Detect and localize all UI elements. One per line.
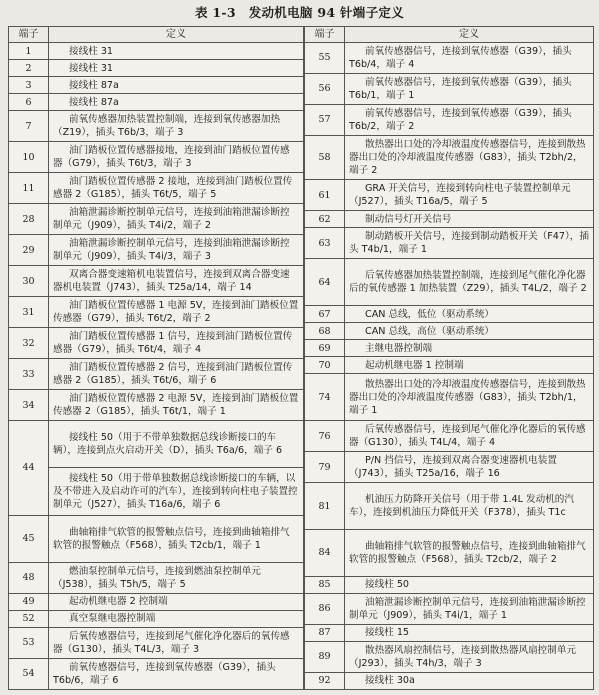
table-row xyxy=(305,593,594,624)
terminal-definition: 燃油泵控制单元信号，连接到燃油泵控制单元（J538），插头 T5h/5，端子 5 xyxy=(49,562,304,593)
terminal-number: 48 xyxy=(9,562,49,593)
terminal-definition: 油门踏板位置传感器 1 电源 5V，连接到油门踏板位置传感器（G79），插头 T6t/2，端子 2 xyxy=(49,297,304,328)
terminal-definition: 接线柱 30a xyxy=(345,672,594,689)
terminal-number: 32 xyxy=(9,328,49,359)
terminal-number: 68 xyxy=(305,323,345,340)
terminal-table-right xyxy=(304,26,594,690)
terminal-number: 69 xyxy=(305,340,345,357)
table-row xyxy=(305,340,594,357)
terminal-number: 76 xyxy=(305,421,345,452)
terminal-number: 70 xyxy=(305,357,345,374)
table-row xyxy=(9,77,304,94)
terminal-definition: 接线柱 31 xyxy=(49,60,304,77)
terminal-number: 55 xyxy=(305,43,345,74)
terminal-number: 67 xyxy=(305,306,345,323)
terminal-number: 62 xyxy=(305,211,345,228)
terminal-table-left xyxy=(8,26,304,690)
table-row xyxy=(305,228,594,259)
table-row xyxy=(305,259,594,306)
table-row xyxy=(9,468,304,515)
terminal-definition: 油门踏板位置传感器接地，连接到油门踏板位置传感器（G79），插头 T6t/3，端子 3 xyxy=(49,142,304,173)
table-header-row xyxy=(305,27,594,43)
terminal-definition: 制动踏板开关信号，连接到制动踏板开关（F47），插头 T4b/1，端子 1 xyxy=(345,228,594,259)
table-row xyxy=(305,104,594,135)
terminal-definition: CAN 总线，高位（驱动系统） xyxy=(345,323,594,340)
table-row xyxy=(305,135,594,180)
table-row xyxy=(9,204,304,235)
terminal-definition: 油门踏板位置传感器 2 接地，连接到油门踏板位置传感器 2（G185），插头 T6t/5，端子 5 xyxy=(49,173,304,204)
terminal-definition: 油箱泄漏诊断控制单元信号，连接到油箱泄漏诊断控制单元（J909），插头 T4i/1，端子 1 xyxy=(345,593,594,624)
terminal-definition: 接线柱 15 xyxy=(345,624,594,641)
table-row xyxy=(305,641,594,672)
table-row xyxy=(9,359,304,390)
table-row xyxy=(305,323,594,340)
table-row xyxy=(305,73,594,104)
terminal-definition: 机油压力防降开关信号（用于带 1.4L 发动机的汽车），连接到机油压力降低开关（F378），插头 T1c xyxy=(345,483,594,530)
terminal-number: 85 xyxy=(305,576,345,593)
table-title: 表 1-3 发动机电脑 94 针端子定义 xyxy=(194,5,405,20)
header-terminal: 端子 xyxy=(305,27,345,43)
terminal-definition: P/N 挡信号，连接到双离合器变速器机电装置（J743），插头 T25a/16，端子 16 xyxy=(345,452,594,483)
table-row xyxy=(305,43,594,74)
table-row xyxy=(9,43,304,60)
table-row xyxy=(305,576,594,593)
terminal-definition: CAN 总线，低位（驱动系统） xyxy=(345,306,594,323)
terminal-number: 63 xyxy=(305,228,345,259)
table-row xyxy=(9,94,304,111)
terminal-number: 61 xyxy=(305,180,345,211)
terminal-definition: 散热器出口处的冷却液温度传感器信号，连接到散热器出口处的冷却液温度传感器（G83），插头 T2bh/1，端子 1 xyxy=(345,374,594,421)
terminal-definition: 接线柱 50（用于不带单独数据总线诊断接口的车辆），连接到点火启动开关（D），插头 T6a/6，端子 6 xyxy=(49,421,304,468)
table-row xyxy=(9,60,304,77)
terminal-number: 86 xyxy=(305,593,345,624)
table-row xyxy=(305,624,594,641)
table-row xyxy=(9,328,304,359)
terminal-definition: 真空泵继电器控制端 xyxy=(49,610,304,627)
terminal-definition: 后氧传感器信号，连接到尾气催化净化器后的氧传感器（G130），插头 T4L/3，端子 3 xyxy=(49,627,304,658)
terminal-number: 1 xyxy=(9,43,49,60)
terminal-number: 92 xyxy=(305,672,345,689)
terminal-definition: 接线柱 50 xyxy=(345,576,594,593)
terminal-definition: 双离合器变速箱机电装置信号，连接到双离合器变速器机电装置（J743），插头 T25a/14，端子 14 xyxy=(49,266,304,297)
table-row xyxy=(9,142,304,173)
terminal-number: 6 xyxy=(9,94,49,111)
table-row xyxy=(9,515,304,562)
terminal-number: 29 xyxy=(9,235,49,266)
terminal-number: 30 xyxy=(9,266,49,297)
terminal-number: 2 xyxy=(9,60,49,77)
table-row xyxy=(9,390,304,421)
terminal-number: 79 xyxy=(305,452,345,483)
terminal-number: 31 xyxy=(9,297,49,328)
terminal-number: 52 xyxy=(9,610,49,627)
table-header-row xyxy=(9,27,304,43)
terminal-number: 81 xyxy=(305,483,345,530)
table-row xyxy=(305,483,594,530)
terminal-definition: 制动信号灯开关信号 xyxy=(345,211,594,228)
terminal-number: 54 xyxy=(9,658,49,689)
terminal-definition: 散热器风扇控制信号，连接到散热器风扇控制单元（J293），插头 T4h/3，端子 3 xyxy=(345,641,594,672)
terminal-number: 44 xyxy=(9,421,49,515)
terminal-definition: 散热器出口处的冷却液温度传感器信号，连接到散热器出口处的冷却液温度传感器（G83），插头 T2bh/2，端子 2 xyxy=(345,135,594,180)
terminal-number: 45 xyxy=(9,515,49,562)
terminal-number: 57 xyxy=(305,104,345,135)
terminal-definition: 前氧传感器信号，连接到氧传感器（G39），插头 T6b/1，端子 1 xyxy=(345,73,594,104)
terminal-definition: 接线柱 87a xyxy=(49,77,304,94)
table-row xyxy=(9,173,304,204)
terminal-number: 10 xyxy=(9,142,49,173)
terminal-definition: 起动机继电器 2 控制端 xyxy=(49,593,304,610)
table-row xyxy=(9,593,304,610)
terminal-definition: 起动机继电器 1 控制端 xyxy=(345,357,594,374)
terminal-number: 34 xyxy=(9,390,49,421)
terminal-definition: 主继电器控制端 xyxy=(345,340,594,357)
terminal-definition: 前氧传感器信号，连接到氧传感器（G39），插头 T6b/6，端子 6 xyxy=(49,658,304,689)
terminal-definition: 曲轴箱排气软管的报警触点信号，连接到曲轴箱排气软管的报警触点（F568），插头 T2cb/2，端子 2 xyxy=(345,530,594,577)
terminal-number: 7 xyxy=(9,111,49,142)
terminal-definition: GRA 开关信号，连接到转向柱电子装置控制单元（J527），插头 T16a/5，端子 5 xyxy=(345,180,594,211)
terminal-number: 87 xyxy=(305,624,345,641)
header-definition: 定义 xyxy=(49,27,304,43)
terminal-definition: 油门踏板位置传感器 2 电源 5V，连接到油门踏板位置传感器 2（G185），插头 T6t/1，端子 1 xyxy=(49,390,304,421)
table-row xyxy=(9,627,304,658)
terminal-definition: 曲轴箱排气软管的报警触点信号，连接到曲轴箱排气软管的报警触点（F568），插头 T2cb/1，端子 1 xyxy=(49,515,304,562)
terminal-number: 28 xyxy=(9,204,49,235)
table-row xyxy=(305,672,594,689)
table-row xyxy=(305,530,594,577)
terminal-number: 64 xyxy=(305,259,345,306)
table-row xyxy=(305,306,594,323)
terminal-definition: 油门踏板位置传感器 2 信号，连接到油门踏板位置传感器 2（G185），插头 T6t/6，端子 6 xyxy=(49,359,304,390)
table-row xyxy=(9,610,304,627)
table-row xyxy=(9,658,304,689)
terminal-number: 3 xyxy=(9,77,49,94)
terminal-number: 53 xyxy=(9,627,49,658)
table-row xyxy=(305,180,594,211)
terminal-definition: 前氧传感器信号，连接到氧传感器（G39），插头 T6b/2，端子 2 xyxy=(345,104,594,135)
terminal-definition: 前氧传感器信号，连接到氧传感器（G39），插头 T6b/4，端子 4 xyxy=(345,43,594,74)
table-row xyxy=(305,357,594,374)
terminal-number: 89 xyxy=(305,641,345,672)
header-terminal: 端子 xyxy=(9,27,49,43)
terminal-definition: 后氧传感器加热装置控制端，连接到尾气催化净化器后的氧传感器 1 加热装置（Z29），插头 T4L/2，端子 2 xyxy=(345,259,594,306)
terminal-number: 11 xyxy=(9,173,49,204)
table-row xyxy=(9,235,304,266)
table-row xyxy=(305,211,594,228)
table-row xyxy=(9,266,304,297)
terminal-definition: 前氧传感器加热装置控制端，连接到氧传感器加热（Z19），插头 T6b/3，端子 3 xyxy=(49,111,304,142)
terminal-number: 49 xyxy=(9,593,49,610)
terminal-definition: 接线柱 50（用于带单独数据总线诊断接口的车辆，以及不带进入及启动许可的汽车），连接到转向柱电子装置控制单元（J527），插头 T16a/6，端子 6 xyxy=(49,468,304,515)
table-row xyxy=(305,374,594,421)
table-row xyxy=(9,111,304,142)
table-row xyxy=(9,562,304,593)
header-definition: 定义 xyxy=(345,27,594,43)
terminal-definition: 后氧传感器信号，连接到尾气催化净化器后的氧传感器（G130），插头 T4L/4，端子 4 xyxy=(345,421,594,452)
table-row xyxy=(9,421,304,468)
terminal-number: 33 xyxy=(9,359,49,390)
terminal-definition: 接线柱 87a xyxy=(49,94,304,111)
terminal-number: 84 xyxy=(305,530,345,577)
table-row xyxy=(305,452,594,483)
table-row xyxy=(9,297,304,328)
terminal-number: 58 xyxy=(305,135,345,180)
terminal-number: 56 xyxy=(305,73,345,104)
table-row xyxy=(305,421,594,452)
terminal-number: 74 xyxy=(305,374,345,421)
terminal-definition: 油箱泄漏诊断控制单元信号，连接到油箱泄漏诊断控制单元（J909），插头 T4i/2，端子 2 xyxy=(49,204,304,235)
terminal-definition: 接线柱 31 xyxy=(49,43,304,60)
terminal-definition: 油箱泄漏诊断控制单元信号，连接到油箱泄漏诊断控制单元（J909），插头 T4i/3，端子 3 xyxy=(49,235,304,266)
terminal-definition: 油门踏板位置传感器 1 信号，连接到油门踏板位置传感器（G79），插头 T6t/4，端子 4 xyxy=(49,328,304,359)
